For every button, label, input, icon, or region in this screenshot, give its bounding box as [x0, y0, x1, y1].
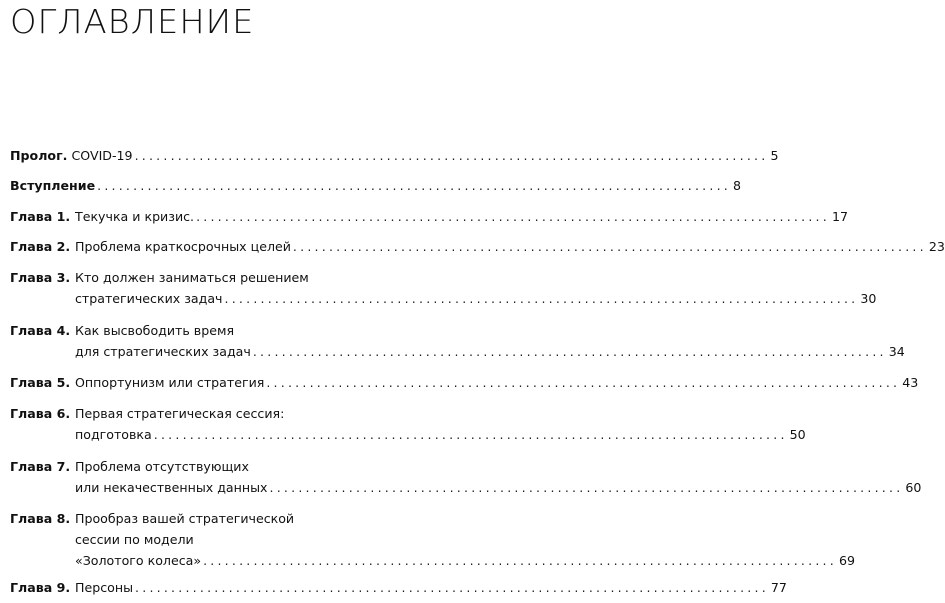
- entry-label: Глава 1.: [10, 209, 71, 224]
- entry-title: Прообраз вашей стратегической: [75, 511, 295, 526]
- dot-leader: ........................................................................................: [266, 375, 901, 390]
- toc-entry-chapter-3[interactable]: [10, 267, 877, 309]
- toc-entry-chapter-9[interactable]: [10, 577, 787, 598]
- dot-leader: ........................................................................................: [269, 480, 904, 495]
- entry-title: Текучка и кризис.: [75, 209, 195, 224]
- entry-label: Вступление: [10, 178, 96, 193]
- entry-title: Персоны: [75, 580, 134, 595]
- dot-leader: ........................................................................................: [134, 148, 769, 163]
- page-number: 34: [888, 344, 905, 359]
- entry-title: «Золотого колеса»: [75, 553, 202, 568]
- toc-entry-chapter-6[interactable]: [10, 403, 806, 445]
- entry-label: Глава 5.: [10, 375, 71, 390]
- entry-title: Оппортунизм или стратегия: [75, 375, 265, 390]
- entry-label: Пролог.: [10, 148, 68, 163]
- toc-entry-chapter-1[interactable]: [10, 206, 848, 227]
- page-number: 43: [902, 375, 919, 390]
- entry-label: Глава 8.: [10, 511, 71, 526]
- entry-title: или некачественных данных: [75, 480, 268, 495]
- page-number: 69: [838, 553, 855, 568]
- entry-title: подготовка: [75, 427, 152, 442]
- entry-title: для стратегических задач: [75, 344, 251, 359]
- dot-leader: ........................................................................................: [224, 291, 859, 306]
- entry-title: COVID-19: [71, 148, 133, 163]
- entry-title: Первая стратегическая сессия:: [75, 406, 285, 421]
- entry-label: Глава 4.: [10, 323, 71, 338]
- entry-title: сессии по модели: [75, 532, 194, 547]
- entry-label: Глава 7.: [10, 459, 71, 474]
- dot-leader: ........................................................................................: [203, 553, 837, 568]
- dot-leader: ........................................................................................: [252, 344, 887, 359]
- entry-title: стратегических задач: [75, 291, 223, 306]
- dot-leader: ........................................................................................: [292, 239, 927, 254]
- page-number: 17: [831, 209, 848, 224]
- page-number: 23: [928, 239, 945, 254]
- entry-label: Глава 6.: [10, 406, 71, 421]
- page-number: 5: [770, 148, 779, 163]
- page-number: 77: [770, 580, 787, 595]
- toc-entry-intro[interactable]: [10, 175, 742, 196]
- toc-entry-chapter-8[interactable]: [10, 508, 855, 571]
- page-number: 50: [789, 427, 806, 442]
- dot-leader: ........................................................................................: [135, 580, 769, 595]
- page-number: 60: [905, 480, 922, 495]
- toc-entry-chapter-4[interactable]: [10, 320, 905, 362]
- page-title: ОГЛАВЛЕНИЕ: [10, 2, 255, 41]
- toc-entry-chapter-5[interactable]: [10, 372, 919, 393]
- page-number: 8: [733, 178, 742, 193]
- entry-label: Глава 9.: [10, 580, 71, 595]
- entry-label: Глава 2.: [10, 239, 71, 254]
- entry-title: Проблема краткосрочных целей: [75, 239, 291, 254]
- toc-entry-chapter-2[interactable]: [10, 236, 945, 257]
- toc-entry-prologue[interactable]: [10, 145, 779, 166]
- toc-entry-chapter-7[interactable]: [10, 456, 922, 498]
- page-number: 30: [860, 291, 877, 306]
- dot-leader: ........................................................................................: [97, 178, 731, 193]
- dot-leader: ........................................................................................: [196, 209, 830, 224]
- dot-leader: ........................................................................................: [153, 427, 788, 442]
- entry-title: Как высвободить время: [75, 323, 235, 338]
- entry-label: Глава 3.: [10, 270, 71, 285]
- entry-title: Проблема отсутствующих: [75, 459, 249, 474]
- entry-title: Кто должен заниматься решением: [75, 270, 309, 285]
